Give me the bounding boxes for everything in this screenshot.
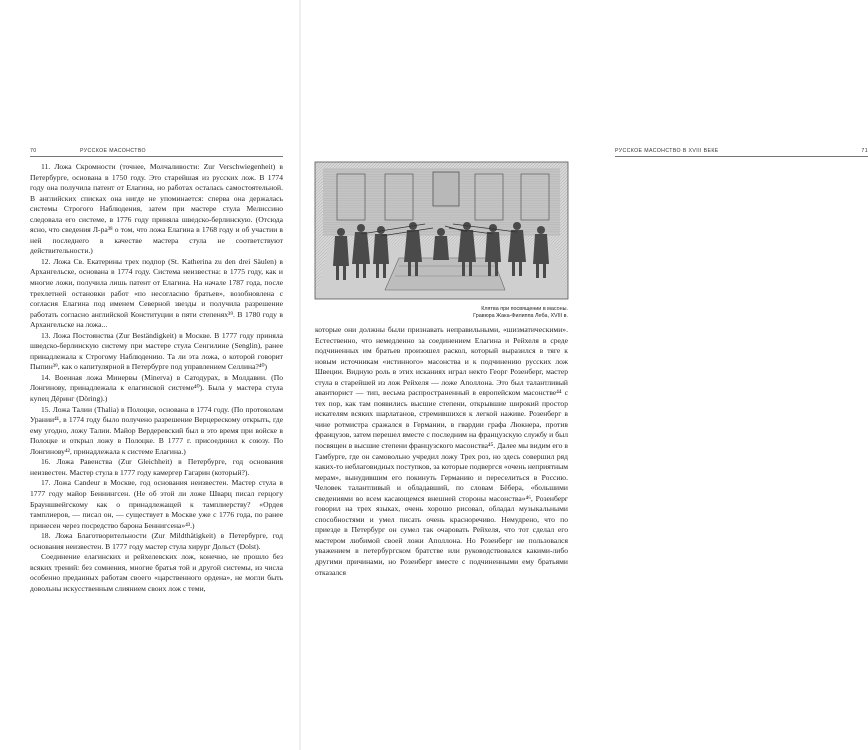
paragraph: которые они должны были признавать неправильными, «шизматическими». Естественно, что немедленно за соединением Елагина и Рейхеля в среде подчиненных им братьев произошел раскол, который выразился в тяге к новым источникам «истинного» масонства и к подчинению русских лож Швеции. Видную роль в этих исканиях играл некто Георг Розенберг, мастер стула в старейшей из лож Рейхеля — ложе Аполлона. Это был талантливый авантюрист — тип, весьма распространенный в европейском масонстве⁴⁴ с тех пор, как там появились высшие степени, открывшие широкий простор искателям всяких шарлатанов, стремившихся к легкой наживе. Розенберг в чине ротмистра сражался в Германии, в гвардии графа Люкнера, против французов, затем перешел вместе с последним на французскую службу и был посвящен в высшие степени французского масонства⁴⁵. Далее мы видим его в Гамбурге, где он самовольно учредил ложу Трех роз, но здесь совершил ряд каких-то неблаговидных поступков, за которые подвергся «очень неприятным мерам», вынудившим его покинуть Германию и переселиться в Россию. Человек талантливый и обладавший, по словам Бёбера, «большими сведениями во всем касающемся внешней стороны масонства»⁴⁶, Розенберг говорил на трех языках, очень хорошо рисовал, обладал музыкальными способностями и умел писать очень красноречиво. Немудрено, что по приезде в Петербург он сумел так очаровать Рейхеля, что тот сделал его мастером любимой своей ложи Аполлона. Но Розенберг не пользовался уважением в петербургском братстве или руководствовался какими-либо другими причинами, но Розенберг вместе с подчиненными ему братьями отказался: [315, 325, 568, 577]
paragraph: 13. Ложа Постоянства (Zur Beständigkeit) в Москве. В 1777 году приняла шведско-берлинскую систему при мастере стула Сенгилине (Senglin), ранее принадлежала к Строгому Наблюдению. Та ли эта ложа, о которой говорит Пыпин³⁹, как о капитулярной в Петербурге под управлением Селлина?⁴⁰): [30, 330, 283, 372]
figure-caption: [315, 306, 568, 320]
paragraph: 12. Ложа Св. Екатерины трех подпор (St. Katherina zu den drei Säulen) в Архангельске, основана в 1774 году. Система неизвестна: в 1775 году, как и многие ложи, получила лишь патент от Елагина. На начале 1787 года, после трехлетней остановки работ «по несогласию братьев», возобновлена с согласия Елагина под именем Северной звезды и получила разрешение работать согласно английской Конституции в пяти степенях³⁹. В 1780 году в Архангельске на ложа...: [30, 256, 283, 330]
caption-line-1: Клятва при посвящении в масоны.: [481, 306, 568, 312]
paragraph: 17. Ложа Candeur в Москве, год основания неизвестен. Мастер стула в 1777 году майор Беннингсен. (Не об этой ли ложе Шварц писал герцогу Брауншвейгскому как о принадлежащей к тамплиерству? «Ордея тамплиеров, — писал он, — существует в Москве уже с 1776 года, по ранее принесен через посредство барона Беннигсена»⁴³.): [30, 478, 283, 530]
paragraph: 11. Ложа Скромности (точнее, Молчаливости: Zur Verschwiegenheit) в Петербурге, основана в 1750 году. Это старейшая из русских лож. В 1774 году она получила патент от Елагина, но работах осталась самостоятельной. В английских списках она нигде не упоминается: сперва она держалась системы Строгого Наблюдения, затем при мастере стула Мелиссино следовала его системе, в 1776 году приняла шведско-берлинскую. (Отсюда ясно, что сведения Л-ра³⁸ о том, что ложа Елагина в 1768 году и об участии в ней последнего в качестве мастера стула не соответствуют действительности.): [30, 162, 283, 256]
left-running-header: [30, 148, 283, 158]
left-body-text: [30, 162, 283, 594]
right-running-title: РУССКОЕ МАСОНСТВО В XVIII ВЕКЕ: [615, 148, 719, 154]
paragraph: Соединение елагинских и рейхелевских лож, конечно, не прошло без всяких трений: без сомнения, многие братья той и другой системы, из числа особенно преданных работам своего «царственного ордена», не могли быть довольны искусственным слиянием своих лож с теми,: [30, 552, 283, 593]
engraving-illustration: [315, 162, 568, 299]
right-body-text: [315, 325, 568, 578]
right-running-header: [615, 148, 868, 158]
left-page-number: 70: [30, 148, 37, 154]
left-page: [0, 0, 300, 750]
paragraph: 15. Ложа Талии (Thalia) в Полоцке, основана в 1774 году. (По протоколам Урании⁴¹, в 1774 году было получено разрешение Верцерескому открыть, где ему угодно, ложу Талии. Майор Вердеревский был в это время при войске в Полоцке и открыл ложу в Полоцке. В 1777 г. присоединил к союзу. По Лонгинову⁴², принадлежала к системе Елагина.): [30, 404, 283, 456]
left-running-title: РУССКОЕ МАСОНСТВО: [80, 148, 146, 154]
paragraph: 16. Ложа Равенства (Zur Gleichheit) в Петербурге, год основания неизвестен. Мастер стула в 1777 году камергер Гагарин (который?).: [30, 457, 283, 477]
right-page-number: 71: [861, 148, 868, 154]
caption-line-2: Гравюра Жака-Филиппа Леба, XVIII в.: [473, 313, 568, 320]
right-header-rule: [615, 156, 868, 157]
left-header-rule: [30, 156, 283, 157]
paragraph: 18. Ложа Благотворительности (Zur Mildthätigkeit) в Петербурге, год основания неизвестен. В 1777 году мастер стула хирург Дольст (Dolst).: [30, 531, 283, 551]
paragraph: 14. Военная ложа Минервы (Minerva) в Сатодурах, в Молдавии. (По Лонгинову, принадлежала к елагинской системе⁴⁰). Была у мастера стула купец Дёринг (Döring).): [30, 372, 283, 404]
